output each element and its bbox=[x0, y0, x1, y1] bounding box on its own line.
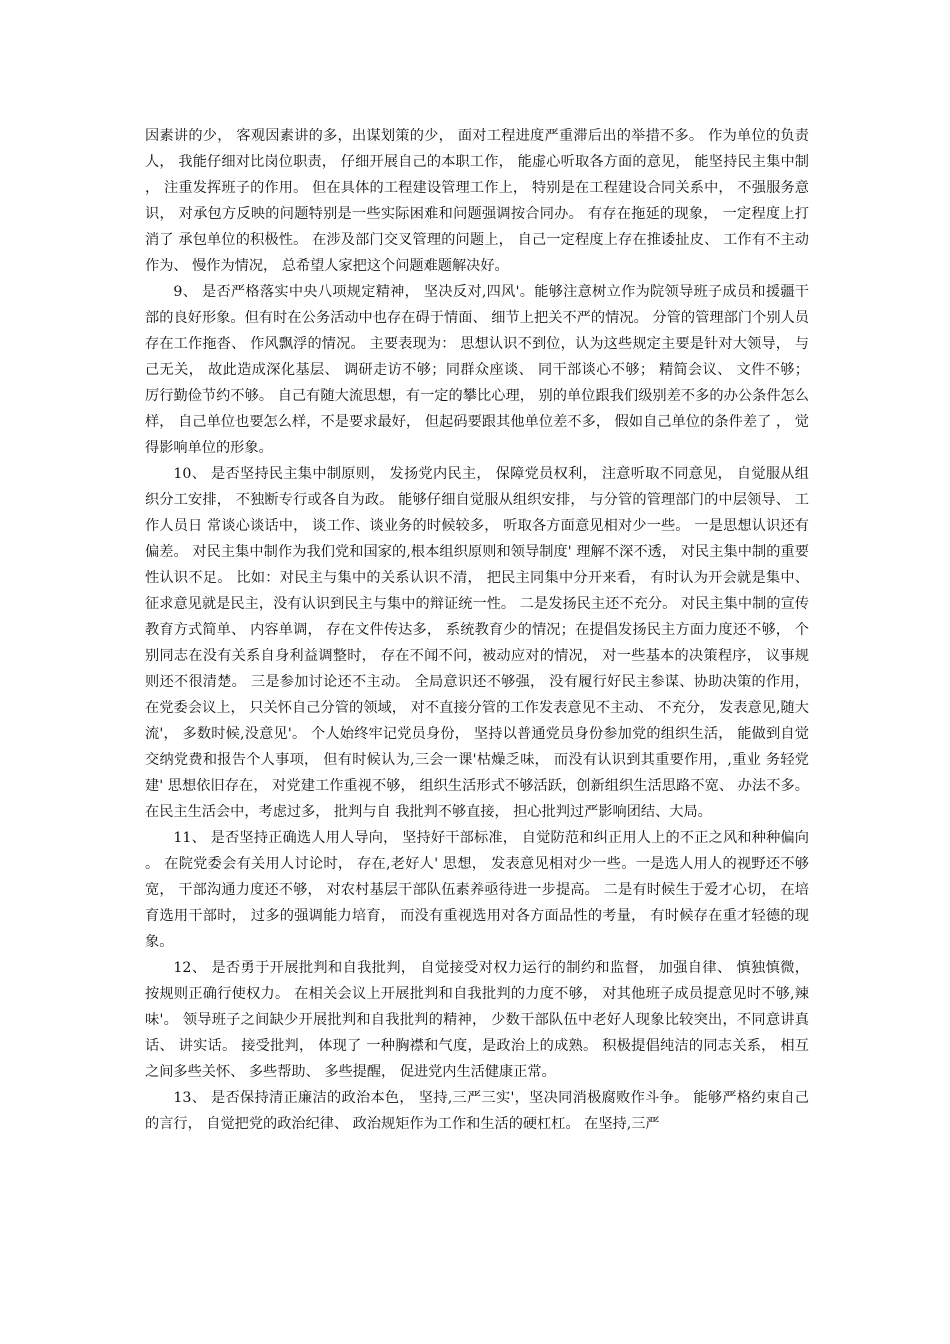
paragraph-9: 9、 是否严格落实中央八项规定精神， 坚决反对,四风'。能够注意树立作为院领导班子成员和援疆干部的良好形象。但有时在公务活动中也存在碍于情面、 细节上把关不严的情况。 分管的管理部门个别人员存在工作拖沓、 作风飘浮的情况。 主要表现为： 思想认识不到位，认为这些规定主要是针对大领导， 与己无关， 故此造成深化基层、 调研走访不够；同群众座谈、 同干部谈心不够； 精简会议、 文件不够； 厉行勤俭节约不够。 自己有随大流思想，有一定的攀比心理， 别的单位跟我们级别差不多的办公条件怎么样， 自己单位也要怎么样，不是要求最好， 但起码要跟其他单位差不多， 假如自己单位的条件差了 ， 觉得影响单位的形象。 bbox=[145, 284, 809, 456]
paragraph-11: 11、 是否坚持正确选人用人导向， 坚持好干部标准， 自觉防范和纠正用人上的不正之风和种种偏向。 在院党委会有关用人讨论时， 存在,老好人' 思想， 发表意见相对少一些。一是选人用人的视野还不够宽， 干部沟通力度还不够， 对农村基层干部队伍素养亟待进一步提高。 二是有时候生于爱才心切， 在培育选用干部时， 过多的强调能力培育， 而没有重视选用对各方面品性的考量， 有时候存在重才轻德的现象。 bbox=[145, 830, 809, 950]
paragraph-12: 12、 是否勇于开展批判和自我批判， 自觉接受对权力运行的制约和监督， 加强自律、 慎独慎微， 按规则正确行使权力。 在相关会议上开展批判和自我批判的力度不够， 对其他班子成员提意见时不够,辣味'。 领导班子之间缺少开展批判和自我批判的精神， 少数干部队伍中老好人现象比较突出，不同意讲真话、 讲实话。 接受批判， 体现了 一种胸襟和气度，是政治上的成熟。 积极提倡纯洁的同志关系， 相互之间多些关怀、 多些帮助、 多些提醒， 促进党内生活健康正常。 bbox=[145, 960, 809, 1080]
document-page bbox=[145, 123, 809, 1137]
paragraph-13: 13、 是否保持清正廉洁的政治本色， 坚持,三严三实'，坚决同消极腐败作斗争。 能够严格约束自己的言行， 自觉把党的政治纪律、 政治规矩作为工作和生活的硬杠杠。 在坚持,三严 bbox=[145, 1090, 809, 1132]
paragraph-8-continued: 因素讲的少， 客观因素讲的多，出谋划策的少， 面对工程进度严重滞后出的举措不多。 作为单位的负责人， 我能仔细对比岗位职责， 仔细开展自己的本职工作， 能虚心听取各方面的意见， 能坚持民主集中制， 注重发挥班子的作用。 但在具体的工程建设管理工作上， 特别是在工程建设合同关系中， 不强服务意识， 对承包方反映的问题特别是一些实际困难和问题强调按合同办。 有存在拖延的现象， 一定程度上打消了 承包单位的积极性。 在涉及部门交叉管理的问题上， 自己一定程度上存在推诿扯皮、 工作有不主动作为、 慢作为情况， 总希望人家把这个问题难题解决好。 bbox=[145, 128, 809, 274]
paragraph-10: 10、 是否坚持民主集中制原则， 发扬党内民主， 保障党员权利， 注意听取不同意见， 自觉服从组织分工安排， 不独断专行或各自为政。 能够仔细自觉服从组织安排， 与分管的管理部门的中层领导、 工作人员日 常谈心谈话中， 谈工作、谈业务的时候较多， 听取各方面意见相对少一些。 一是思想认识还有偏差。 对民主集中制作为我们党和国家的,根本组织原则和领导制度' 理解不深不透， 对民主集中制的重要性认识不足。 比如：对民主与集中的关系认识不清， 把民主同集中分开来看， 有时认为开会就是集中、 征求意见就是民主，没有认识到民主与集中的辩证统一性。 二是发扬民主还不充分。 对民主集中制的宣传教育方式简单、 内容单调， 存在文件传达多， 系统教育少的情况；在提倡发扬民主方面力度还不够， 个别同志在没有关系自身利益调整时， 存在不闻不问，被动应对的情况， 对一些基本的决策程序， 议事规则还不很清楚。 三是参加讨论还不主动。 全局意识还不够强， 没有履行好民主参谋、协助决策的作用， 在党委会议上， 只关怀自己分管的领域， 对不直接分管的工作发表意见不主动、 不充分， 发表意见,随大流'， 多数时候,没意见'。 个人始终牢记党员身份， 坚持以普通党员身份参加党的组织生活， 能做到自觉交纳党费和报告个人事项， 但有时候认为,三会一课'枯燥乏味， 而没有认识到其重要作用，,重业 务轻党建' 思想依旧存在， 对党建工作重视不够， 组织生活形式不够活跃，创新组织生活思路不宽、 办法不多。 在民主生活会中，考虑过多， 批判与自 我批判不够直接， 担心批判过严影响团结、大局。 bbox=[145, 466, 809, 820]
